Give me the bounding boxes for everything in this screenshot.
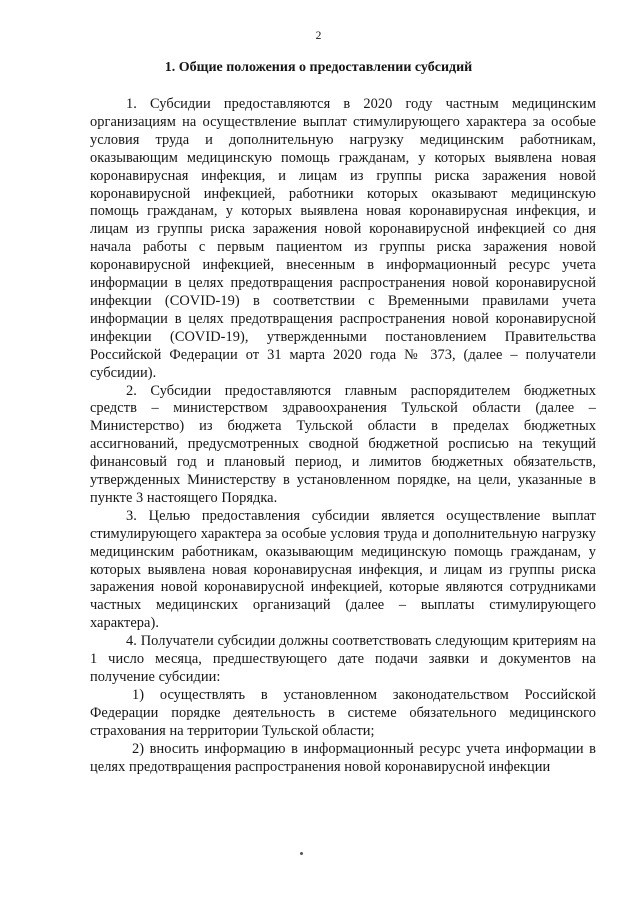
paragraph-1: 1. Субсидии предоставляются в 2020 году частным медицинским организациям на осуществление выплат стимулирующего характера за особые условия труда и дополнительную нагрузку медицинским работникам, оказывающим медицинскую помощь гражданам, у которых выявлена новая коронавирусная инфекция, и лицам из группы риска заражения новой коронавирусной инфекцией, работники которых оказывают медицинскую помощь гражданам, у которых выявлена новая коронавирусная инфекция, и лицам из группы риска заражения новой коронавирусной инфекцией со дня начала работы с первым пациентом из группы риска заражения новой коронавирусной инфекцией, внесенным в информационный ресурс учета информации в целях предотвращения распространения новой коронавирусной инфекции (COVID-19) в соответствии с Временными правилами учета информации в целях предотвращения распространения новой коронавирусной инфекции (COVID-19), утвержденными постановлением Правительства Российской Федерации от 31 марта 2020 года № 373, (далее – получатели субсидии).	[90, 96, 596, 381]
page-number: 2	[315, 30, 322, 42]
sub-item-1: 1) осуществлять в установленном законодательством Российской Федерации порядке деятельность в системе обязательного медицинского страхования на территории Тульской области;	[90, 686, 596, 739]
section-heading: 1. Общие положения о предоставлении субсидий	[164, 60, 473, 75]
scan-artifact-dot	[300, 852, 303, 855]
paragraph-4: 4. Получатели субсидии должны соответствовать следующим критериям на 1 число месяца, предшествующего дате подачи заявки и документов на получение субсидии:	[90, 633, 596, 685]
sub-item-2: 2) вносить информацию в информационный ресурс учета информации в целях предотвращения распространения новой коронавирусной инфекции	[90, 740, 596, 775]
paragraph-2: 2. Субсидии предоставляются главным распорядителем бюджетных средств – министерством здравоохранения Тульской области (далее – Министерство) из бюджета Тульской области в пределах бюджетных ассигнований, предусмотренных сводной бюджетной росписью на текущий финансовый год и плановый период, и лимитов бюджетных обязательств, утвержденных Министерству в установленном порядке, на цели, указанные в пункте 3 настоящего Порядка.	[90, 382, 596, 506]
document-body	[90, 96, 596, 776]
paragraph-3: 3. Целью предоставления субсидии является осуществление выплат стимулирующего характера за особые условия труда и дополнительную нагрузку медицинским работникам, оказывающим медицинскую помощь гражданам, у которых выявлена новая коронавирусная инфекция, и лицам из группы риска заражения новой коронавирусной инфекцией, которые являются сотрудниками частных медицинских организаций (далее – выплаты стимулирующего характера).	[90, 507, 596, 632]
